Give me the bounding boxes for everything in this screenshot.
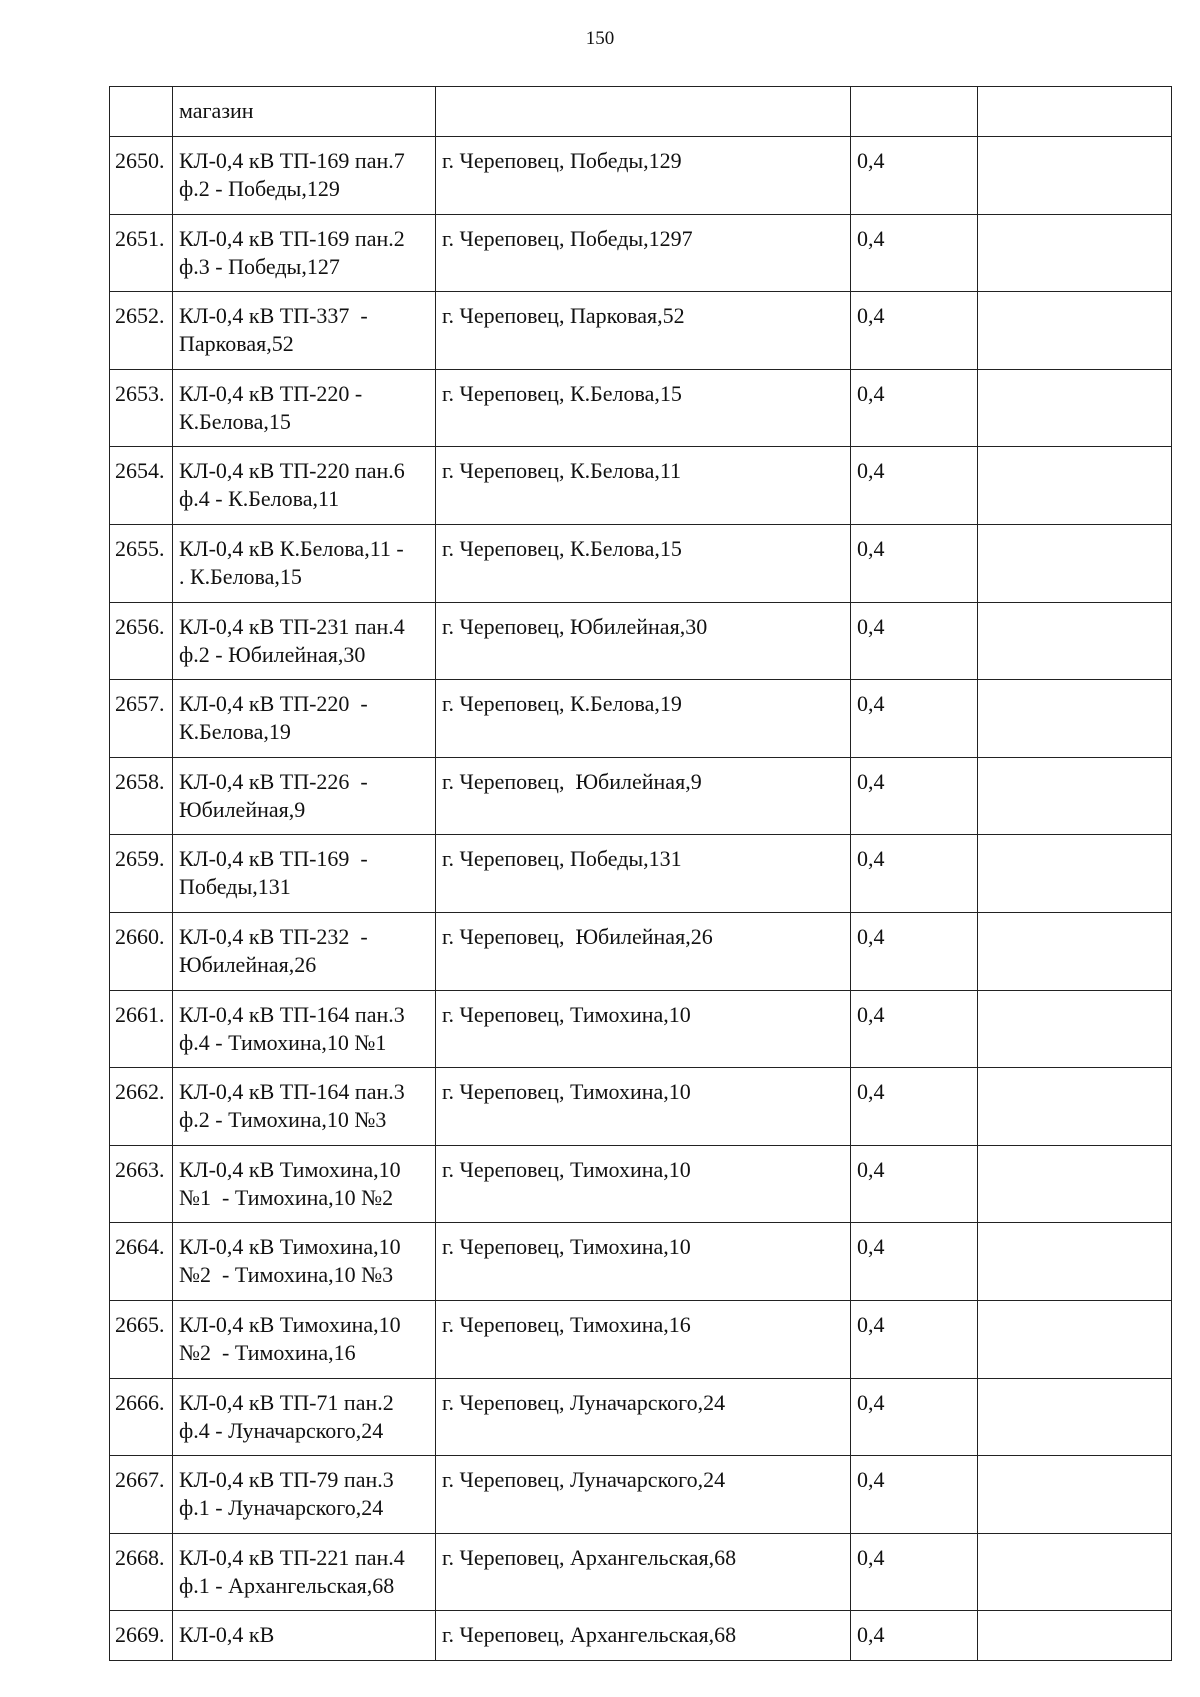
cell-number: 2667. xyxy=(110,1456,173,1534)
cell-address: г. Череповец, К.Белова,19 xyxy=(436,680,851,758)
table-row xyxy=(110,602,1172,680)
table-row xyxy=(110,1068,1172,1146)
cell-note xyxy=(978,757,1172,835)
cell-note xyxy=(978,835,1172,913)
cell-voltage: 0,4 xyxy=(851,835,978,913)
table-row xyxy=(110,447,1172,525)
cell-number: 2665. xyxy=(110,1300,173,1378)
cell-note xyxy=(978,1611,1172,1661)
cell-voltage xyxy=(851,87,978,137)
cell-number: 2666. xyxy=(110,1378,173,1456)
cell-number: 2668. xyxy=(110,1533,173,1611)
cell-line-name: КЛ-0,4 кВ Тимохина,10 №2 - Тимохина,16 xyxy=(173,1300,436,1378)
cell-voltage: 0,4 xyxy=(851,1378,978,1456)
cell-voltage: 0,4 xyxy=(851,912,978,990)
cell-address xyxy=(436,87,851,137)
table-row xyxy=(110,1223,1172,1301)
cell-number: 2659. xyxy=(110,835,173,913)
table-body xyxy=(110,87,1172,1661)
cell-number: 2656. xyxy=(110,602,173,680)
cell-address: г. Череповец, Юбилейная,30 xyxy=(436,602,851,680)
cell-line-name: магазин xyxy=(173,87,436,137)
cell-number: 2658. xyxy=(110,757,173,835)
cell-voltage: 0,4 xyxy=(851,1068,978,1146)
cell-line-name: КЛ-0,4 кВ ТП-232 - Юбилейная,26 xyxy=(173,912,436,990)
cell-number: 2651. xyxy=(110,214,173,292)
cell-address: г. Череповец, Луначарского,24 xyxy=(436,1456,851,1534)
cell-line-name: КЛ-0,4 кВ ТП-220 - К.Белова,15 xyxy=(173,369,436,447)
cell-number: 2669. xyxy=(110,1611,173,1661)
cell-voltage: 0,4 xyxy=(851,680,978,758)
cell-number: 2652. xyxy=(110,292,173,370)
cell-line-name: КЛ-0,4 кВ ТП-169 пан.7 ф.2 - Победы,129 xyxy=(173,137,436,215)
cell-line-name: КЛ-0,4 кВ ТП-226 - Юбилейная,9 xyxy=(173,757,436,835)
table-row xyxy=(110,214,1172,292)
cell-note xyxy=(978,292,1172,370)
cell-address: г. Череповец, Победы,129 xyxy=(436,137,851,215)
cell-note xyxy=(978,1378,1172,1456)
cell-number: 2663. xyxy=(110,1145,173,1223)
table-row xyxy=(110,1145,1172,1223)
cell-voltage: 0,4 xyxy=(851,1533,978,1611)
table-row xyxy=(110,680,1172,758)
cell-address: г. Череповец, К.Белова,11 xyxy=(436,447,851,525)
cell-address: г. Череповец, Юбилейная,9 xyxy=(436,757,851,835)
cell-line-name: КЛ-0,4 кВ Тимохина,10 №2 - Тимохина,10 №3 xyxy=(173,1223,436,1301)
cell-number: 2662. xyxy=(110,1068,173,1146)
cell-address: г. Череповец, Парковая,52 xyxy=(436,292,851,370)
cell-address: г. Череповец, К.Белова,15 xyxy=(436,369,851,447)
table-row xyxy=(110,835,1172,913)
cell-line-name: КЛ-0,4 кВ ТП-220 пан.6 ф.4 - К.Белова,11 xyxy=(173,447,436,525)
cell-voltage: 0,4 xyxy=(851,369,978,447)
table-row xyxy=(110,1456,1172,1534)
cell-line-name: КЛ-0,4 кВ ТП-220 - К.Белова,19 xyxy=(173,680,436,758)
table-row xyxy=(110,1378,1172,1456)
cell-voltage: 0,4 xyxy=(851,447,978,525)
cell-address: г. Череповец, Луначарского,24 xyxy=(436,1378,851,1456)
cell-address: г. Череповец, Тимохина,10 xyxy=(436,990,851,1068)
cell-line-name: КЛ-0,4 кВ ТП-79 пан.3 ф.1 - Луначарского,24 xyxy=(173,1456,436,1534)
page-number: 150 xyxy=(585,28,615,49)
table-row xyxy=(110,137,1172,215)
cell-line-name: КЛ-0,4 кВ ТП-169 - Победы,131 xyxy=(173,835,436,913)
cell-number: 2653. xyxy=(110,369,173,447)
cell-line-name: КЛ-0,4 кВ ТП-337 - Парковая,52 xyxy=(173,292,436,370)
cell-voltage: 0,4 xyxy=(851,757,978,835)
cell-address: г. Череповец, К.Белова,15 xyxy=(436,524,851,602)
cell-address: г. Череповец, Архангельская,68 xyxy=(436,1533,851,1611)
cell-number: 2655. xyxy=(110,524,173,602)
cell-line-name: КЛ-0,4 кВ ТП-221 пан.4 ф.1 - Архангельская,68 xyxy=(173,1533,436,1611)
cell-note xyxy=(978,214,1172,292)
table-row xyxy=(110,292,1172,370)
table-row xyxy=(110,369,1172,447)
cell-address: г. Череповец, Тимохина,16 xyxy=(436,1300,851,1378)
table-row xyxy=(110,1533,1172,1611)
cell-voltage: 0,4 xyxy=(851,137,978,215)
cell-address: г. Череповец, Юбилейная,26 xyxy=(436,912,851,990)
cell-voltage: 0,4 xyxy=(851,990,978,1068)
cell-number xyxy=(110,87,173,137)
table-row xyxy=(110,757,1172,835)
cable-registry-table xyxy=(109,86,1172,1661)
cell-note xyxy=(978,602,1172,680)
cell-note xyxy=(978,680,1172,758)
cell-line-name: КЛ-0,4 кВ ТП-164 пан.3 ф.2 - Тимохина,10 №3 xyxy=(173,1068,436,1146)
cell-note xyxy=(978,524,1172,602)
cell-line-name: КЛ-0,4 кВ Тимохина,10 №1 - Тимохина,10 №2 xyxy=(173,1145,436,1223)
table-row xyxy=(110,912,1172,990)
cell-voltage: 0,4 xyxy=(851,1223,978,1301)
cell-number: 2657. xyxy=(110,680,173,758)
cell-number: 2650. xyxy=(110,137,173,215)
cell-voltage: 0,4 xyxy=(851,1300,978,1378)
cell-address: г. Череповец, Тимохина,10 xyxy=(436,1223,851,1301)
cell-address: г. Череповец, Архангельская,68 xyxy=(436,1611,851,1661)
cell-note xyxy=(978,87,1172,137)
cell-voltage: 0,4 xyxy=(851,602,978,680)
cell-note xyxy=(978,1145,1172,1223)
table-row xyxy=(110,1300,1172,1378)
cell-number: 2664. xyxy=(110,1223,173,1301)
table-row xyxy=(110,990,1172,1068)
cell-voltage: 0,4 xyxy=(851,214,978,292)
cell-note xyxy=(978,447,1172,525)
cell-note xyxy=(978,137,1172,215)
cell-address: г. Череповец, Тимохина,10 xyxy=(436,1145,851,1223)
cell-voltage: 0,4 xyxy=(851,1456,978,1534)
cell-voltage: 0,4 xyxy=(851,292,978,370)
cell-address: г. Череповец, Тимохина,10 xyxy=(436,1068,851,1146)
cell-number: 2654. xyxy=(110,447,173,525)
cell-note xyxy=(978,912,1172,990)
cell-voltage: 0,4 xyxy=(851,1611,978,1661)
cell-note xyxy=(978,1533,1172,1611)
cell-line-name: КЛ-0,4 кВ ТП-164 пан.3 ф.4 - Тимохина,10 №1 xyxy=(173,990,436,1068)
cell-address: г. Череповец, Победы,1297 xyxy=(436,214,851,292)
cell-note xyxy=(978,1223,1172,1301)
cell-note xyxy=(978,1456,1172,1534)
cell-line-name: КЛ-0,4 кВ К.Белова,11 - . К.Белова,15 xyxy=(173,524,436,602)
cell-line-name: КЛ-0,4 кВ ТП-169 пан.2 ф.3 - Победы,127 xyxy=(173,214,436,292)
cell-voltage: 0,4 xyxy=(851,524,978,602)
cell-line-name: КЛ-0,4 кВ xyxy=(173,1611,436,1661)
cell-note xyxy=(978,990,1172,1068)
cell-voltage: 0,4 xyxy=(851,1145,978,1223)
table-row-continued xyxy=(110,87,1172,137)
cell-line-name: КЛ-0,4 кВ ТП-71 пан.2 ф.4 - Луначарского,24 xyxy=(173,1378,436,1456)
cell-line-name: КЛ-0,4 кВ ТП-231 пан.4 ф.2 - Юбилейная,30 xyxy=(173,602,436,680)
cell-note xyxy=(978,369,1172,447)
cell-note xyxy=(978,1068,1172,1146)
cell-number: 2660. xyxy=(110,912,173,990)
cell-address: г. Череповец, Победы,131 xyxy=(436,835,851,913)
table-row xyxy=(110,524,1172,602)
cell-number: 2661. xyxy=(110,990,173,1068)
cell-note xyxy=(978,1300,1172,1378)
table-row xyxy=(110,1611,1172,1661)
